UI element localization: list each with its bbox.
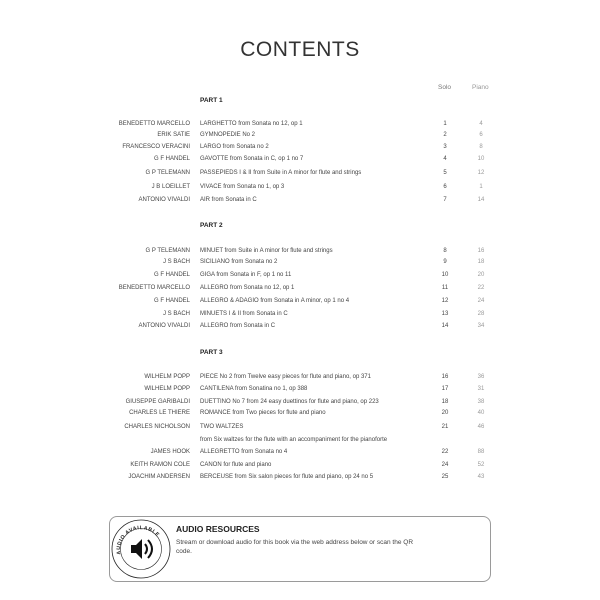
solo-page-number: 22	[441, 449, 449, 455]
contents-entry	[0, 272, 600, 281]
solo-page-number: 9	[443, 259, 447, 265]
composer-name: WILHELM POPP	[144, 386, 190, 392]
solo-page-number: 3	[443, 144, 447, 150]
solo-page-number: 13	[441, 311, 449, 317]
piece-title: TWO WALTZES	[200, 424, 244, 430]
piece-title: from Six waltzes for the flute with an accompaniment for the pianoforte	[200, 437, 388, 443]
composer-name: ERIK SATIE	[157, 132, 190, 138]
composer-name: ANTONIO VIVALDI	[138, 323, 190, 329]
piece-title: ALLEGRO from Sonata in C	[200, 323, 276, 329]
solo-page-number: 14	[441, 323, 449, 329]
piano-page-number: 36	[477, 374, 485, 380]
piece-title: AIR from Sonata in C	[200, 197, 257, 203]
composer-name: G F HANDEL	[153, 156, 190, 162]
piano-page-number: 18	[477, 259, 485, 265]
piece-title: ROMANCE from Two pieces for flute and piano	[200, 410, 326, 416]
piano-page-number: 34	[477, 323, 485, 329]
piece-title: LARGO from Sonata no 2	[200, 144, 269, 150]
composer-name: GIUSEPPE GARIBALDI	[125, 399, 190, 405]
solo-page-number: 16	[441, 374, 449, 380]
composer-name: J B LOEILLET	[151, 184, 190, 190]
piano-page-number: 88	[477, 449, 485, 455]
contents-entry	[0, 259, 600, 268]
contents-entry	[0, 323, 600, 332]
solo-page-number: 6	[443, 184, 447, 190]
contents-entry	[0, 474, 600, 483]
composer-name: ANTONIO VIVALDI	[138, 197, 190, 203]
piece-title: GYMNOPEDIE No 2	[200, 132, 256, 138]
composer-name: JAMES HOOK	[150, 449, 190, 455]
badge-text: AUDIO AVAILABLE	[115, 525, 161, 555]
piano-page-number: 22	[477, 285, 485, 291]
composer-name: G P TELEMANN	[145, 170, 190, 176]
contents-entry	[0, 449, 600, 458]
composer-name: WILHELM POPP	[144, 374, 190, 380]
contents-entry	[0, 386, 600, 395]
solo-page-number: 2	[443, 132, 447, 138]
piece-title: CANON for flute and piano	[200, 462, 272, 468]
piano-page-number: 40	[477, 410, 485, 416]
piece-title: ALLEGRETTO from Sonata no 4	[200, 449, 288, 455]
piano-page-number: 28	[477, 311, 485, 317]
contents-entry	[0, 311, 600, 320]
audio-description: Stream or download audio for this book via the web address below or scan the QR code.	[176, 539, 414, 555]
contents-entry	[0, 399, 600, 408]
composer-name: JOACHIM ANDERSEN	[128, 474, 190, 480]
composer-name: G F HANDEL	[153, 298, 190, 304]
composer-name: FRANCESCO VERACINI	[122, 144, 190, 150]
composer-name: KEITH RAMON COLE	[130, 462, 190, 468]
solo-page-number: 4	[443, 156, 447, 162]
contents-entry	[0, 285, 600, 294]
solo-page-number: 8	[443, 248, 447, 254]
audio-title: AUDIO RESOURCES	[176, 524, 260, 534]
piano-page-number: 52	[477, 462, 485, 468]
part-heading: PART 3	[200, 349, 223, 356]
contents-entry	[0, 184, 600, 193]
piano-page-number: 38	[477, 399, 485, 405]
contents-entry	[0, 424, 600, 433]
piano-page-number: 24	[477, 298, 485, 304]
page-title: CONTENTS	[240, 38, 360, 61]
contents-entry	[0, 410, 600, 419]
composer-name: BENEDETTO MARCELLO	[118, 285, 190, 291]
part-heading: PART 1	[200, 97, 223, 104]
piano-page-number: 14	[477, 197, 485, 203]
solo-page-number: 20	[441, 410, 449, 416]
piano-page-number: 8	[479, 144, 483, 150]
piece-title: DUETTINO No 7 from 24 easy duettinos for flute and piano, op 223	[200, 399, 379, 405]
composer-name: CHARLES LE THIERE	[129, 410, 190, 416]
piano-page-number: 46	[477, 424, 485, 430]
contents-entry	[0, 132, 600, 141]
piano-page-number: 20	[477, 272, 485, 278]
solo-page-number: 10	[441, 272, 449, 278]
piece-title: PASSEPIEDS I & II from Suite in A minor for flute and strings	[200, 170, 362, 176]
piece-title: MINUETS I & II from Sonata in C	[200, 311, 288, 317]
contents-entry	[0, 374, 600, 383]
piece-title: ALLEGRO & ADAGIO from Sonata in A minor, op 1 no 4	[200, 298, 350, 304]
column-header-piano: Piano	[472, 84, 489, 91]
part-heading: PART 2	[200, 222, 223, 229]
solo-page-number: 17	[441, 386, 449, 392]
composer-name: G P TELEMANN	[145, 248, 190, 254]
piano-page-number: 1	[479, 184, 483, 190]
solo-page-number: 12	[441, 298, 449, 304]
piece-title: SICILIANO from Sonata no 2	[200, 259, 278, 265]
piano-page-number: 6	[479, 132, 483, 138]
contents-entry	[0, 197, 600, 206]
contents-entry	[0, 170, 600, 179]
solo-page-number: 25	[441, 474, 449, 480]
piece-title: PIECE No 2 from Twelve easy pieces for flute and piano, op 371	[200, 374, 371, 380]
solo-page-number: 11	[441, 285, 449, 291]
solo-page-number: 5	[443, 170, 447, 176]
piece-title: CANTILENA from Sonatina no 1, op 388	[200, 386, 308, 392]
audio-available-badge	[111, 519, 171, 579]
composer-name: J S BACH	[162, 311, 190, 317]
solo-page-number: 18	[441, 399, 449, 405]
piece-title: BERCEUSE from Six salon pieces for flute and piano, op 24 no 5	[200, 474, 374, 480]
piece-title: VIVACE from Sonata no 1, op 3	[200, 184, 285, 190]
piano-page-number: 4	[479, 121, 483, 127]
contents-entry	[0, 156, 600, 165]
composer-name: J S BACH	[162, 259, 190, 265]
piano-page-number: 10	[477, 156, 485, 162]
composer-name: G F HANDEL	[153, 272, 190, 278]
piece-title: GAVOTTE from Sonata in C, op 1 no 7	[200, 156, 304, 162]
solo-page-number: 7	[443, 197, 447, 203]
piano-page-number: 16	[477, 248, 485, 254]
piece-title: MINUET from Suite in A minor for flute and strings	[200, 248, 333, 254]
piano-page-number: 12	[477, 170, 485, 176]
piano-page-number: 31	[477, 386, 485, 392]
contents-entry	[0, 462, 600, 471]
contents-entry	[0, 298, 600, 307]
contents-entry	[0, 248, 600, 257]
piece-title: LARGHETTO from Sonata no 12, op 1	[200, 121, 303, 127]
composer-name: CHARLES NICHOLSON	[124, 424, 190, 430]
solo-page-number: 24	[441, 462, 449, 468]
piece-title: GIGA from Sonata in F, op 1 no 11	[200, 272, 292, 278]
contents-entry	[0, 437, 600, 446]
contents-entry	[0, 144, 600, 153]
solo-page-number: 1	[443, 121, 447, 127]
column-header-solo: Solo	[438, 84, 452, 91]
solo-page-number: 21	[441, 424, 449, 430]
contents-entry	[0, 121, 600, 130]
piece-title: ALLEGRO from Sonata no 12, op 1	[200, 285, 295, 291]
composer-name: BENEDETTO MARCELLO	[118, 121, 190, 127]
piano-page-number: 43	[477, 474, 485, 480]
